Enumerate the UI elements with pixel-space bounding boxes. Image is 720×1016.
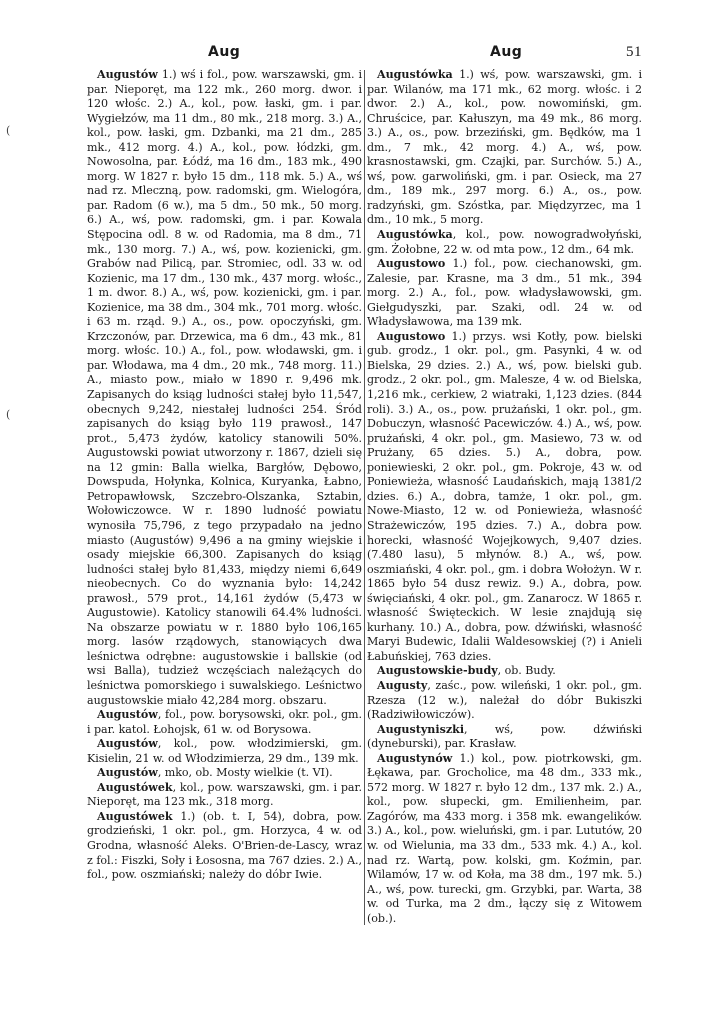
entry <box>367 228 642 257</box>
column-divider <box>364 70 365 925</box>
entry-text: , kol., pow. włodzimierski, gm. Kisielin, 21 w. od Włodzimierza, 29 dm., 139 mk. <box>87 737 362 765</box>
entry-text: 1.) przys. wsi Kotły, pow. bielski gub. grodz., 1 okr. pol., gm. Pasynki, 4 w. od Bielska, 29 dzies. 2.) A., wś, pow. bielski gub. grodz., 2 okr. pol., gm. Malesze, 4 w. od Bielska, 1,216 mk., cerkiew, 2 wiatraki, 1,123 dzies. (844 roli). 3.) A., os., pow. prużański, 1 okr. pol., gm. Dobuczyn, własność Pacewiczów. 4.) A., wś, pow. prużański, 4 okr. pol., gm. Masiewo, 73 w. od Prużany, 65 dzies. 5.) A., dobra, pow. poniewieski, 2 okr. pol., gm. Pokroje, 43 w. od Poniewieża, własność Laudańskich, mają 1381/2 dzies. 6.) A., dobra, tamże, 1 okr. pol., gm. Nowe-Miasto, 12 w. od Poniewieża, własność Strażewiczów, 195 dzies. 7.) A., dobra pow. horecki, własność Wojejkowych, 9,407 dzies. (7.480 lasu), 5 młynów. 8.) A., wś, pow. oszmiański, 4 okr. pol., gm. i dobra Wołożyn. W r. 1865 było 54 dusz rewiz. 9.) A., dobra, pow. święciański, 4 okr. pol., gm. Zanarocz. W 1865 r. własność Święteckich. W lesie znajdują się kurhany. 10.) A., dobra, pow. dźwiński, własność Maryi Budewic, Idalii Waldesowskiej (?) i Anieli Łabuńskiej, 763 dzies. <box>367 329 642 663</box>
running-head-right: Aug <box>490 44 523 60</box>
entry-headword: Augusty <box>377 678 428 692</box>
entry-headword: Augustynów <box>377 751 453 765</box>
entry-headword: Augustówka <box>377 68 453 81</box>
entry <box>367 330 642 665</box>
entry-text: 1.) (ob. t. I, 54), dobra, pow. grodzieński, 1 okr. pol., gm. Horzyca, 4 w. od Grodna, własność Aleks. O'Brien-de-Lascy, wraz z fol.: Fiszki, Soły i Łososna, ma 767 dzies. 2.) A., fol., pow. oszmiański; należy do dóbr Iwie. <box>87 809 362 882</box>
margin-mark: ( <box>6 124 11 137</box>
entry-headword: Augustów <box>97 766 158 780</box>
entry <box>87 737 362 766</box>
page-number: 51 <box>626 44 642 60</box>
entry-headword: Augustowo <box>377 257 446 271</box>
entry-headword: Augustówek <box>97 780 173 794</box>
entry-text: 1.) fol., pow. ciechanowski, gm. Zalesie, par. Krasne, ma 3 dm., 51 mk., 394 morg. 2.) A., fol., pow. władysławowski, gm. Giełgudyszki, par. Szaki, odl. 24 w. od Władysławowa, ma 139 mk. <box>367 257 642 329</box>
entry-headword: Augustów <box>97 708 158 722</box>
entry-text: , ob. Budy. <box>497 664 556 678</box>
entry-text: , zaśc., pow. wileński, 1 okr. pol., gm. Rzesza (12 w.), należał do dóbr Bukiszki (Radziwiłowiczów). <box>367 678 642 722</box>
right-column <box>367 68 642 926</box>
entry <box>367 664 642 679</box>
entry-text: 1.) wś, pow. warszawski, gm. i par. Wilanów, ma 171 mk., 62 morg. włośc. i 2 dwor. 2.) A., kol., pow. nowomiński, gm. Chruścice, par. Kałuszyn, ma 49 mk., 86 morg. 3.) A., os., pow. brzeziński, gm. Będków, ma 1 dm., 7 mk., 42 morg. 4.) A., wś, pow. krasnostawski, gm. Czajki, par. Surchów. 5.) A., wś, pow. garwoliński, gm. i par. Osieck, ma 27 dm., 189 mk., 297 morg. 6.) A., os., pow. radzyński, gm. Szóstka, par. Międzyrzec, ma 1 dm., 10 mk., 5 morg. <box>367 68 642 227</box>
entry-headword: Augustyniszki <box>377 722 465 736</box>
entry-text: , wś, pow. dźwiński (dyneburski), par. Krasław. <box>367 722 642 751</box>
entry <box>367 68 642 228</box>
entry-headword: Augustówek <box>97 809 173 823</box>
entry <box>87 708 362 737</box>
entry <box>87 766 362 781</box>
entry-text: , fol., pow. borysowski, okr. pol., gm. i par. katol. Łohojsk, 61 w. od Borysowa. <box>87 708 362 736</box>
entry <box>367 257 642 330</box>
entry <box>367 679 642 723</box>
entry-text: , kol., pow. warszawski, gm. i par. Nieporęt, ma 123 mk., 318 morg. <box>87 780 362 809</box>
entry-headword: Augustowskie-budy <box>377 664 498 678</box>
entry <box>367 752 642 927</box>
entry-headword: Augustów <box>97 737 158 751</box>
entry-text: , mko, ob. Mosty wielkie (t. VI). <box>157 766 333 780</box>
running-head-left: Aug <box>208 44 241 60</box>
entry-text: , kol., pow. nowogradwołyński, gm. Żołobne, 22 w. od mta pow., 12 dm., 64 mk. <box>367 228 642 256</box>
entry-headword: Augustowo <box>377 329 446 343</box>
entry <box>367 723 642 752</box>
left-column <box>87 68 362 883</box>
entry <box>87 68 362 708</box>
entry-headword: Augustówka <box>377 228 453 242</box>
entry-text: 1.) wś i fol., pow. warszawski, gm. i par. Nieporęt, ma 122 mk., 260 morg. dwor. i 120 włośc. 2.) A., kol., pow. łaski, gm. i par. Wygiełzów, ma 11 dm., 80 mk., 218 morg. 3.) A., kol., pow. łaski, gm. Dzbanki, ma 21 dm., 285 mk., 412 morg. 4.) A., kol., pow. łódzki, gm. Nowosolna, par. Łódź, ma 16 dm., 183 mk., 490 morg. W 1827 r. było 15 dm., 118 mk. 5.) A., wś nad rz. Mleczną, pow. radomski, gm. Wielogóra, par. Radom (6 w.), ma 5 dm., 50 mk., 50 morg. 6.) A., wś, pow. radomski, gm. i par. Kowala Stępocina odl. 8 w. od Radomia, ma 8 dm., 71 mk., 130 morg. 7.) A., wś, pow. kozienicki, gm. Grabów nad Pilicą, par. Stromiec, odl. 33 w. od Kozienic, ma 17 dm., 130 mk., 437 morg. włośc., 1 m. dwor. 8.) A., wś, pow. kozienicki, gm. i par. Kozienice, ma 38 dm., 304 mk., 701 morg. włośc. i 63 m. rząd. 9.) A., os., pow. opoczyński, gm. Krzczonów, par. Drzewica, ma 6 dm., 43 mk., 81 morg. włośc. 10.) A., fol., pow. włodawski, gm. i par. Włodawa, ma 4 dm., 20 mk., 748 morg. 11.) A., miasto pow., miało w 1890 r. 9,496 mk. Zapisanych do ksiąg ludności stałej było 11,547, obecnych 9,242, niestałej ludności 254. Śród zapisanych do ksiąg było 119 prawosł., 147 prot., 5,473 żydów, katolicy stanowili 50%. Augustowski powiat utworzony r. 1867, dzieli się na 12 gmin: Balla wielka, Bargłów, Dębowo, Dowspuda, Hołynka, Kolnica, Kuryanka, Łabno, Petropawłowsk, Szczebro-Olszanka, Sztabin, Wołowiczowce. W r. 1890 ludność powiatu wynosiła 75,796, z tego przypadało na jedno miasto (Augustów) 9,496 a na gminy wiejskie i osady miejskie 66,300. Zapisanych do ksiąg ludności stałej było 81,433, między niemi 6,649 nieobecnych. Co do wyznania było: 14,242 prawosł., 579 prot., 14,161 żydów (5,473 w Augustowie). Katolicy stanowili 64.4% ludności. Na obszarze powiatu w r. 1880 było 106,165 morg. lasów rządowych, stanowiących dwa leśnictwa odrębne: augustowskie i ballskie (od wsi Balla), tudzież wczęściach należących do leśnictwa pomorskiego i suwalskiego. Leśnictwo augustowskie miało 42,284 morg. obszaru. <box>87 68 362 707</box>
entry-headword: Augustów <box>97 68 158 81</box>
entry <box>87 810 362 883</box>
margin-mark: ( <box>6 408 11 421</box>
entry <box>87 781 362 810</box>
entry-text: 1.) kol., pow. piotrkowski, gm. Łękawa, par. Grocholice, ma 48 dm., 333 mk., 572 morg. W 1827 r. było 12 dm., 137 mk. 2.) A., kol., pow. słupecki, gm. Emilienheim, par. Zagórów, ma 433 morg. i 358 mk. ewangelików. 3.) A., kol., pow. wieluński, gm. i par. Lututów, 20 w. od Wielunia, ma 33 dm., 533 mk. 4.) A., kol. nad rz. Wartą, pow. kolski, gm. Koźmin, par. Wilamów, 17 w. od Koła, ma 38 dm., 197 mk. 5.) A., wś, pow. turecki, gm. Grzybki, par. Warta, 38 w. od Turka, ma 2 dm., łączy się z Witowem (ob.). <box>367 751 642 925</box>
